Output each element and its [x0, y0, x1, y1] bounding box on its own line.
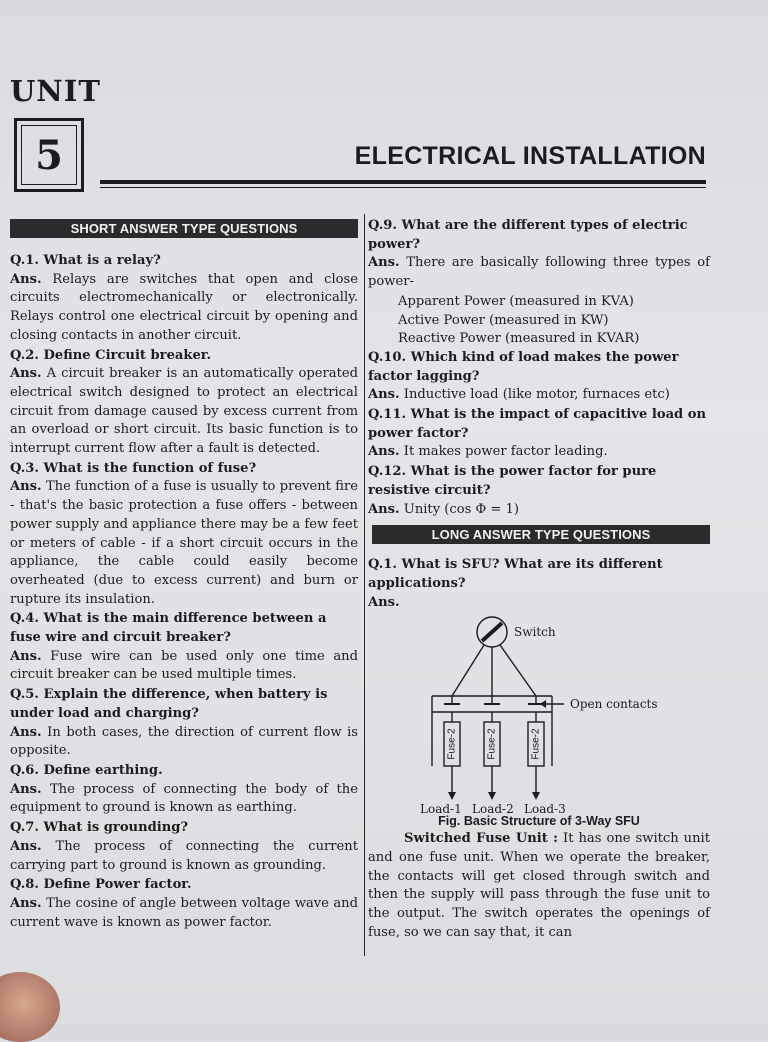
question-8: Q.8. Define Power factor. — [10, 877, 192, 893]
long-answer-label: Ans. — [368, 594, 400, 610]
title-rule-thick — [100, 180, 706, 184]
switch-label: Switch — [514, 625, 556, 640]
question-9: Q.9. What are the different types of electric power? — [368, 218, 688, 252]
question-5: Q.5. Explain the difference, when battery is under load and charging? — [10, 687, 328, 721]
question-2: Q.2. Define Circuit breaker. — [10, 347, 212, 363]
answer-12: Ans. Unity (cos Φ = 1) — [368, 501, 519, 517]
fuse-label-1: Fuse-2 — [446, 728, 458, 760]
question-1: Q.1. What is a relay? — [10, 253, 161, 268]
question-12: Q.12. What is the power factor for pure resistive circuit? — [368, 464, 657, 498]
question-11: Q.11. What is the impact of capacitive load on power factor? — [368, 407, 707, 441]
title-rule-thin — [100, 187, 706, 188]
chapter-title: ELECTRICAL INSTALLATION — [354, 142, 706, 170]
load-label-3: Load-3 — [524, 802, 566, 815]
answer-2: Ans. A circuit breaker is an automatically operated electrical switch designed to protect an electrical circuit from damage caused by excess current from an overload or short circuit. Its basic function is to interrupt current flow after a fault is detected. — [10, 366, 358, 457]
left-column — [10, 219, 358, 933]
wire-1 — [452, 645, 484, 696]
unit-number-box — [14, 118, 84, 192]
open-contacts-label: Open contacts — [570, 697, 658, 712]
power-type-active: Active Power (measured in KW) — [398, 312, 609, 328]
unit-number: 5 — [21, 125, 77, 185]
answer-8: Ans. The cosine of angle between voltage wave and current wave is known as power factor. — [10, 895, 359, 930]
long-answer-heading: LONG ANSWER TYPE QUESTIONS — [372, 525, 710, 544]
answer-6: Ans. The process of connecting the body of the equipment to ground is known as earthing. — [10, 781, 358, 816]
unit-label: UNIT — [10, 74, 101, 108]
load-label-2: Load-2 — [472, 802, 514, 815]
power-type-reactive: Reactive Power (measured in KVAR) — [398, 331, 640, 347]
question-6: Q.6. Define earthing. — [10, 762, 163, 778]
load-label-1: Load-1 — [420, 802, 462, 815]
wire-3 — [500, 645, 536, 696]
question-3: Q.3. What is the function of fuse? — [10, 460, 257, 476]
answer-1: Ans. Relays are switches that open and close circuits electromechanically or electronically. Relays control one electrical circuit by opening and closing contacts in another circuit. — [10, 271, 358, 343]
column-divider — [364, 214, 365, 956]
sfu-diagram — [368, 614, 710, 814]
figure-caption: Fig. Basic Structure of 3-Way SFU — [438, 814, 640, 829]
answer-9: Ans. There are basically following three types of power- — [368, 255, 710, 290]
long-question-1: Q.1. What is SFU? What are its different applications? — [368, 557, 663, 591]
power-type-apparent: Apparent Power (measured in KVA) — [398, 293, 634, 309]
answer-7: Ans. The process of connecting the current carrying part to ground is known as grounding. — [10, 838, 358, 873]
fuse-label-3: Fuse-2 — [530, 728, 542, 760]
answer-4: Ans. Fuse wire can be used only one time and circuit breaker can be used multiple times. — [10, 648, 359, 683]
sfu-paragraph: Switched Fuse Unit : It has one switch unit and one fuse unit. When we operate the breaker, the contacts will get closed through switch and then the supply will pass through the fuse unit to the output. The switch operates the openings of fuse, so we can say that, it can — [368, 831, 710, 940]
answer-3: Ans. The function of a fuse is usually to prevent fire - that's the basic protection a fuse offers - between power supply and appliance there may be a few feet or meters of cable - if a short circuit occurs in the appliance, the cable could easily become overheated (due to excess current) and burn or rupture its insulation. — [10, 479, 358, 607]
switch-blade — [482, 623, 502, 641]
short-answer-heading: SHORT ANSWER TYPE QUESTIONS — [10, 219, 358, 238]
thumb-shadow — [0, 972, 60, 1042]
answer-10: Ans. Inductive load (like motor, furnaces etc) — [368, 387, 670, 403]
question-10: Q.10. Which kind of load makes the power factor lagging? — [368, 349, 679, 384]
question-4: Q.4. What is the main difference between a fuse wire and circuit breaker? — [10, 611, 327, 646]
question-7: Q.7. What is grounding? — [10, 820, 189, 836]
answer-5: Ans. In both cases, the direction of current flow is opposite. — [10, 724, 358, 759]
answer-11: Ans. It makes power factor leading. — [368, 444, 608, 460]
right-column — [368, 217, 710, 943]
fuse-label-2: Fuse-2 — [486, 728, 498, 760]
